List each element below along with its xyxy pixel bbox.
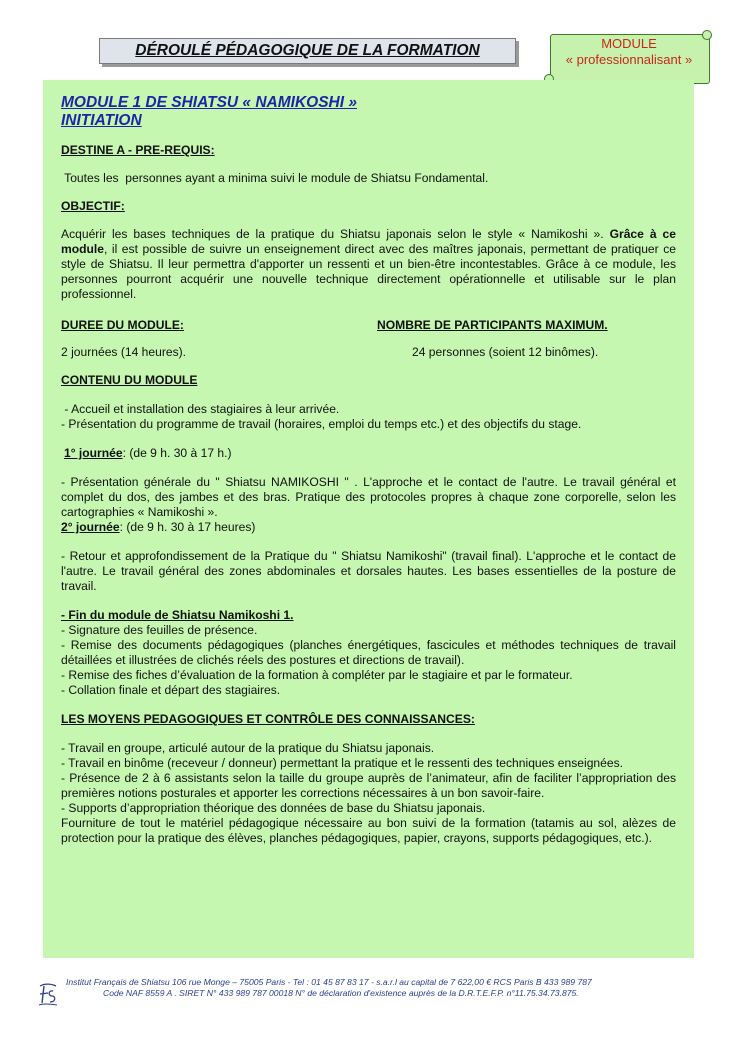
moyens-line-5: Fourniture de tout le matériel pédagogique nécessaire au bon suivi de la formation (tatamis au sol, alèzes de protection pour la pratique des élèves, planches pédagogiques, papier, crayons, supports pédagogiques, etc.). <box>61 816 676 845</box>
moyens-line-3: - Présence de 2 à 6 assistants selon la taille du groupe auprès de l’animateur, afin de faciliter l’appropriation des premières notions posturales et apporter les corrections nécessaires à un bon savoir-faire. <box>61 771 676 800</box>
duree-heading: DUREE DU MODULE: <box>61 318 184 332</box>
fin-line-4: - Collation finale et départ des stagiaires. <box>61 683 281 697</box>
objectif-text <box>61 227 676 302</box>
participants-heading: NOMBRE DE PARTICIPANTS MAXIMUM. <box>377 318 608 332</box>
prereq-text: Toutes les personnes ayant a minima suivi le module de Shiatsu Fondamental. <box>61 171 489 185</box>
content <box>61 94 676 846</box>
fin-line-3: - Remise des fiches d’évaluation de la formation à compléter par le stagiaire et par le formateur. <box>61 668 573 682</box>
contenu-heading: CONTENU DU MODULE <box>61 373 198 387</box>
day1-label: 1° journée <box>64 446 123 460</box>
day2-line <box>61 520 676 535</box>
module-title <box>61 94 676 130</box>
objectif-heading: OBJECTIF: <box>61 199 125 213</box>
duree-participants-headings <box>61 318 676 333</box>
day1-text: - Présentation générale du " Shiatsu NAMIKOSHI " . L'approche et le contact de l'autre. Le travail général et complet du dos, des jambes et des bras. Pratique des protocoles propres à chaque zone corporelle, selon les cartographies « Namikoshi ». <box>61 475 676 519</box>
day1-line <box>61 446 676 461</box>
footer-line-1: Institut Français de Shiatsu 106 rue Monge – 75005 Paris - Tel : 01 45 87 83 17 - s.a.r.l au capital de 7 622,00 € RCS Paris B 433 989 787 <box>66 977 592 987</box>
fin-line-1: - Signature des feuilles de présence. <box>61 623 258 637</box>
badge-line-1: MODULE <box>601 36 657 51</box>
module-title-line-2: INITIATION <box>61 112 142 129</box>
moyens-heading: LES MOYENS PEDAGOGIQUES ET CONTRÔLE DES CONNAISSANCES: <box>61 712 475 726</box>
day2-text: - Retour et approfondissement de la Pratique du " Shiatsu Namikoshi" (travail final). L'approche et le contact de l'autre. Le travail général des zones abdominales et dorsales hautes. Les bases essentielles de la posture de travail. <box>61 549 676 593</box>
document-title-box <box>99 38 516 64</box>
objectif-text-bold: Grâce à ce module <box>61 227 676 256</box>
fin-heading: - Fin du module de Shiatsu Namikoshi 1. <box>61 608 294 622</box>
prereq-heading: DESTINE A - PRE-REQUIS: <box>61 143 215 157</box>
module-badge <box>544 30 712 84</box>
fin-line-2: - Remise des documents pédagogiques (planches énergétiques, fascicules et méthodes techniques de travail détaillées et illustrées de clichés réels des postures et directions de travail). <box>61 638 676 667</box>
moyens-line-4: - Supports d’appropriation théorique des données de base du Shiatsu japonais. <box>61 801 486 815</box>
badge-text <box>550 36 708 68</box>
contenu-intro-2: - Présentation du programme de travail (horaires, emploi du temps etc.) et des objectifs du stage. <box>61 417 582 431</box>
duree-participants-values <box>61 345 676 360</box>
day1-time: : (de 9 h. 30 à 17 h.) <box>122 446 232 460</box>
badge-line-2: « professionnalisant » <box>565 52 693 67</box>
moyens-line-2: - Travail en binôme (receveur / donneur) permettant la pratique et le ressenti des techniques enseignées. <box>61 756 624 770</box>
objectif-text-start: Acquérir les bases techniques de la pratique du Shiatsu japonais selon le style « Namikoshi ». <box>61 227 610 241</box>
document-title: DÉROULÉ PÉDAGOGIQUE DE LA FORMATION <box>135 42 480 59</box>
objectif-text-end: , il est possible de suivre un enseignement direct avec des maîtres japonais, permettant de pratiquer ce style de Shiatsu. Il leur permettra d'apporter un ressenti et un bien-être incontestables. Grâce à ce module, les personnes pourront acquérir une nouvelle technique directement opérationnelle et utilisable sur le plan professionnel. <box>61 242 676 301</box>
moyens-line-1: - Travail en groupe, articulé autour de la pratique du Shiatsu japonais. <box>61 741 435 755</box>
day2-time: : (de 9 h. 30 à 17 heures) <box>119 520 256 534</box>
module-title-line-1: MODULE 1 DE SHIATSU « NAMIKOSHI » <box>61 94 357 111</box>
footer-line-2: Code NAF 8559 A . SIRET N° 433 989 787 00018 N° de déclaration d'existence auprès de la D.R.T.E.F.P. n°11.75.34.73.875. <box>103 988 579 998</box>
institute-logo-icon <box>36 981 60 1007</box>
participants-value: 24 personnes (soient 12 binômes). <box>412 345 599 359</box>
duree-value: 2 journées (14 heures). <box>61 345 187 359</box>
day2-label: 2° journée <box>61 520 120 534</box>
contenu-intro-1: - Accueil et installation des stagiaires à leur arrivée. <box>61 402 340 416</box>
